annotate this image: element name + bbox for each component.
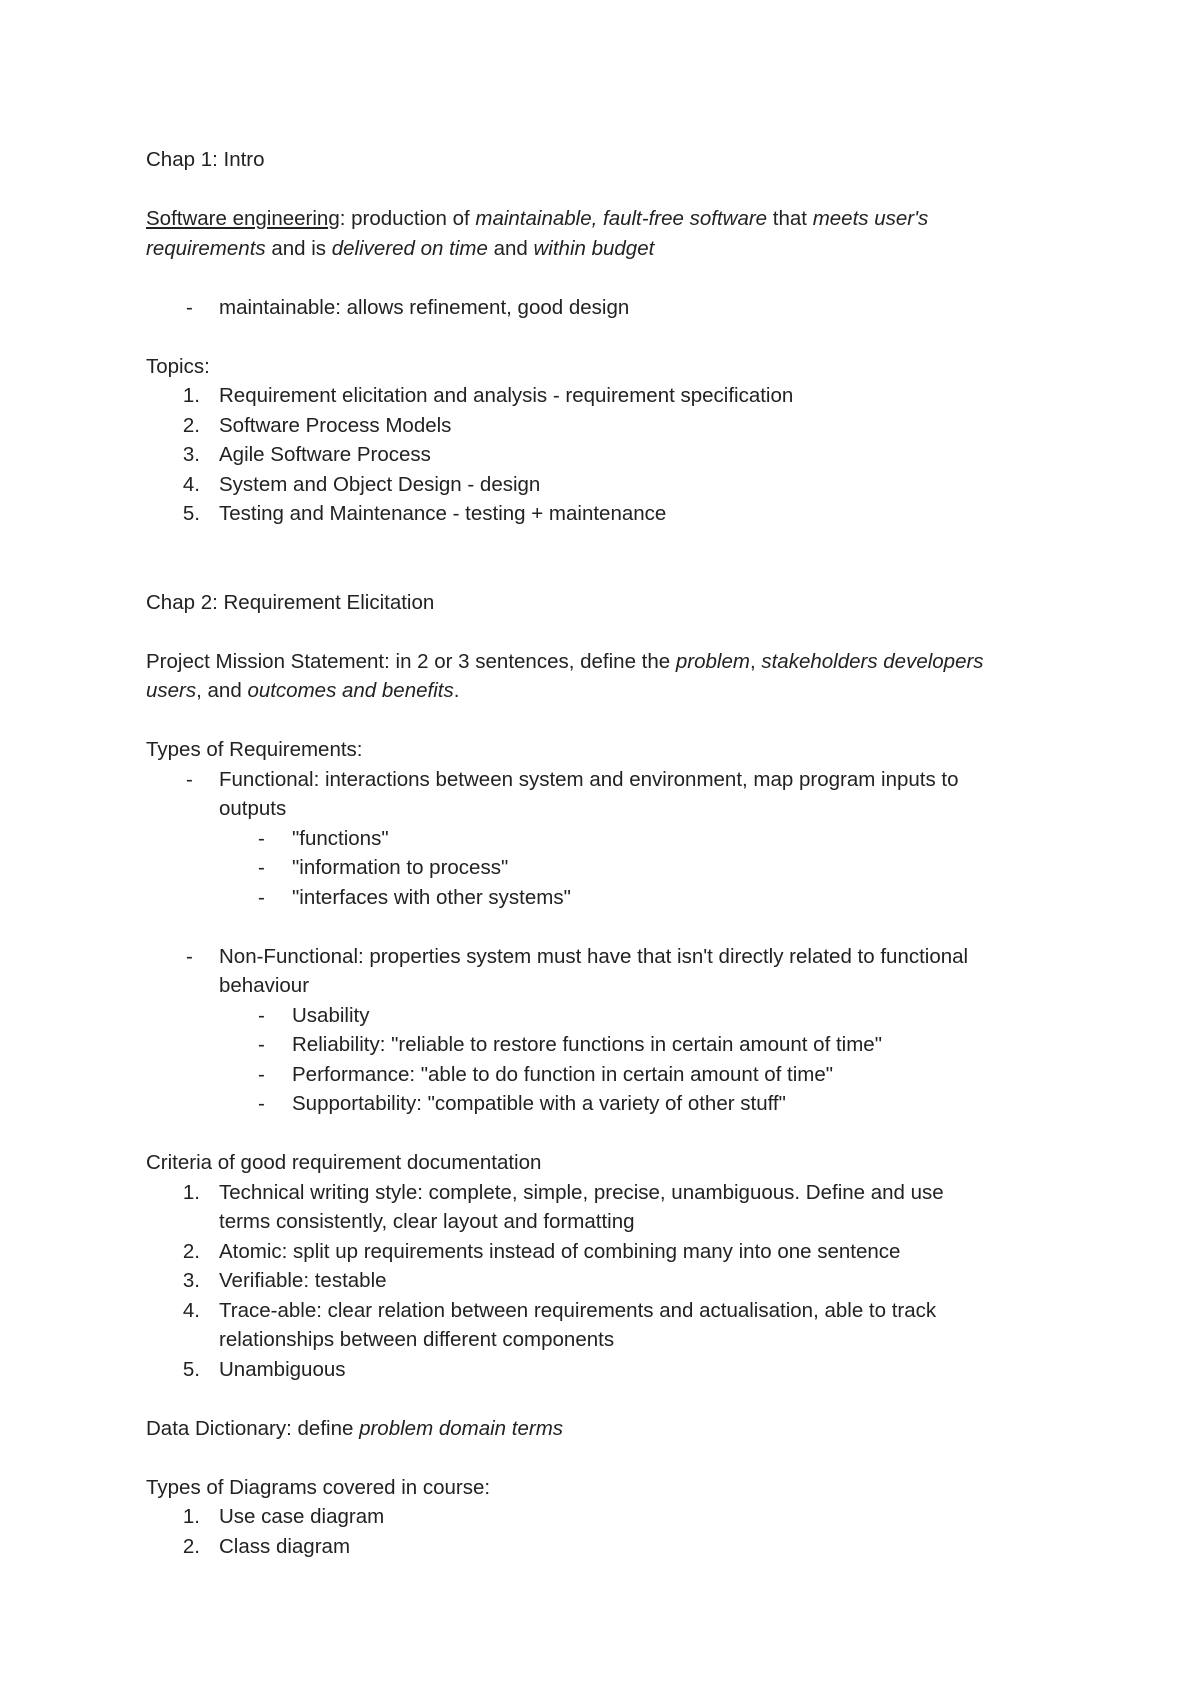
data-dictionary [146, 1414, 1066, 1444]
chap2-heading: Chap 2: Requirement Elicitation [146, 590, 435, 614]
list-item-text: Supportability: "compatible with a variety of other stuff" [292, 1092, 786, 1115]
list-item [146, 1178, 1066, 1237]
list-item-text: Requirement elicitation and analysis - requirement specification [219, 384, 794, 407]
number-marker: 2. [182, 413, 200, 437]
list-item [146, 1266, 1066, 1296]
mission-text-3: , and [196, 679, 248, 702]
def-text-4: and [487, 236, 534, 260]
dash-marker: - [258, 1033, 265, 1056]
list-item [146, 1296, 1066, 1355]
mission-text-1: Project Mission Statement: in 2 or 3 sentences, define the [146, 649, 676, 673]
list-item-functional [146, 765, 1066, 824]
def-italic-3: requirements [146, 236, 266, 260]
mission-italic-2: stakeholders developers [761, 649, 984, 673]
list-item-text: Trace-able: clear relation between requirements and actualisation, able to track [219, 1298, 937, 1322]
list-item-text: "interfaces with other systems" [292, 885, 571, 909]
mission-italic-4: outcomes and benefits [247, 679, 454, 702]
maintainable-list [146, 293, 1066, 323]
list-item-text: Use case diagram [219, 1505, 385, 1528]
diagrams-list [146, 1502, 1066, 1561]
number-marker: 2. [182, 1239, 200, 1263]
mission-statement [146, 647, 1066, 706]
requirement-types-list [146, 765, 1066, 913]
list-item-text: terms consistently, clear layout and formatting [219, 1210, 635, 1233]
dash-marker: - [258, 1062, 265, 1086]
list-item [146, 1001, 1066, 1031]
mission-italic-3: users [146, 679, 197, 702]
def-italic-5: within budget [533, 236, 655, 260]
list-item-text: Reliability: "reliable to restore functions in certain amount of time" [292, 1033, 882, 1056]
number-marker: 3. [182, 1269, 200, 1292]
list-item-text: outputs [219, 797, 287, 820]
def-italic-1: maintainable, fault-free software [475, 207, 768, 230]
diagrams-label: Types of Diagrams covered in course: [146, 1475, 491, 1499]
dash-marker: - [186, 767, 193, 791]
number-marker: 3. [182, 443, 200, 466]
list-item-text: Atomic: split up requirements instead of combining many into one sentence [219, 1239, 901, 1263]
list-item-text: Verifiable: testable [219, 1269, 387, 1292]
list-item-text: Testing and Maintenance - testing + maintenance [219, 502, 667, 525]
list-item [146, 853, 1066, 883]
list-item [146, 1355, 1066, 1385]
list-item [146, 293, 1066, 323]
topics-list [146, 381, 1066, 529]
dash-marker: - [186, 944, 193, 968]
list-item-text: System and Object Design - design [219, 472, 541, 496]
list-item-text: Functional: interactions between system and environment, map program inputs to [219, 767, 959, 791]
dict-text: Data Dictionary: define [146, 1416, 360, 1440]
topics-label: Topics: [146, 354, 210, 378]
number-marker: 4. [182, 1298, 200, 1322]
list-item-text: Performance: "able to do function in certain amount of time" [292, 1062, 834, 1086]
list-item [146, 1089, 1066, 1119]
list-item-text: Software Process Models [219, 413, 452, 437]
list-item [146, 1060, 1066, 1090]
dash-marker: - [258, 885, 265, 909]
mission-text-2: , [749, 649, 762, 673]
dict-italic: problem domain terms [359, 1416, 564, 1440]
chap1-heading: Chap 1: Intro [146, 148, 265, 171]
list-item-text: relationships between different components [219, 1328, 615, 1351]
list-item [146, 470, 1066, 500]
definition-term: Software engineering [146, 207, 340, 230]
list-item-text: Non-Functional: properties system must have that isn't directly related to functional [219, 944, 969, 968]
list-item-text: maintainable: allows refinement, good design [219, 295, 630, 319]
number-marker: 1. [182, 1505, 200, 1528]
list-item [146, 440, 1066, 470]
list-item-text: "functions" [292, 826, 389, 850]
criteria-list [146, 1178, 1066, 1385]
dash-marker: - [258, 826, 265, 850]
list-item [146, 824, 1066, 854]
list-item-text: Class diagram [219, 1534, 351, 1558]
def-italic-4: delivered on time [331, 236, 488, 260]
document-content [146, 145, 1066, 1561]
def-text-2: that [767, 207, 813, 230]
list-item [146, 1030, 1066, 1060]
nonfunctional-list [146, 942, 1066, 1119]
number-marker: 5. [182, 1357, 200, 1381]
list-item-text: Unambiguous [219, 1357, 346, 1381]
def-text-3: and is [265, 236, 332, 260]
number-marker: 1. [182, 1180, 200, 1204]
list-item [146, 883, 1066, 913]
number-marker: 1. [182, 384, 200, 407]
list-item-text: Usability [292, 1003, 370, 1027]
list-item-text: "information to process" [292, 856, 509, 879]
list-item-text: behaviour [219, 974, 310, 997]
criteria-label: Criteria of good requirement documentation [146, 1151, 542, 1174]
mission-italic-1: problem [675, 649, 750, 673]
mission-text-4: . [453, 679, 460, 702]
dash-marker: - [258, 856, 265, 879]
dash-marker: - [258, 1003, 265, 1027]
number-marker: 4. [182, 472, 200, 496]
list-item [146, 499, 1066, 529]
list-item-text: Agile Software Process [219, 443, 431, 466]
def-italic-2: meets user's [812, 207, 929, 230]
list-item [146, 1237, 1066, 1267]
number-marker: 5. [182, 502, 200, 525]
list-item [146, 1532, 1066, 1562]
list-item-text: Technical writing style: complete, simple, precise, unambiguous. Define and use [219, 1180, 944, 1204]
list-item [146, 411, 1066, 441]
software-engineering-definition [146, 204, 1066, 263]
def-text-1: : production of [339, 207, 476, 230]
types-label: Types of Requirements: [146, 738, 363, 761]
list-item [146, 1502, 1066, 1532]
dash-marker: - [186, 295, 193, 319]
number-marker: 2. [182, 1534, 200, 1558]
list-item [146, 381, 1066, 411]
list-item-nonfunctional [146, 942, 1066, 1001]
dash-marker: - [258, 1092, 265, 1115]
